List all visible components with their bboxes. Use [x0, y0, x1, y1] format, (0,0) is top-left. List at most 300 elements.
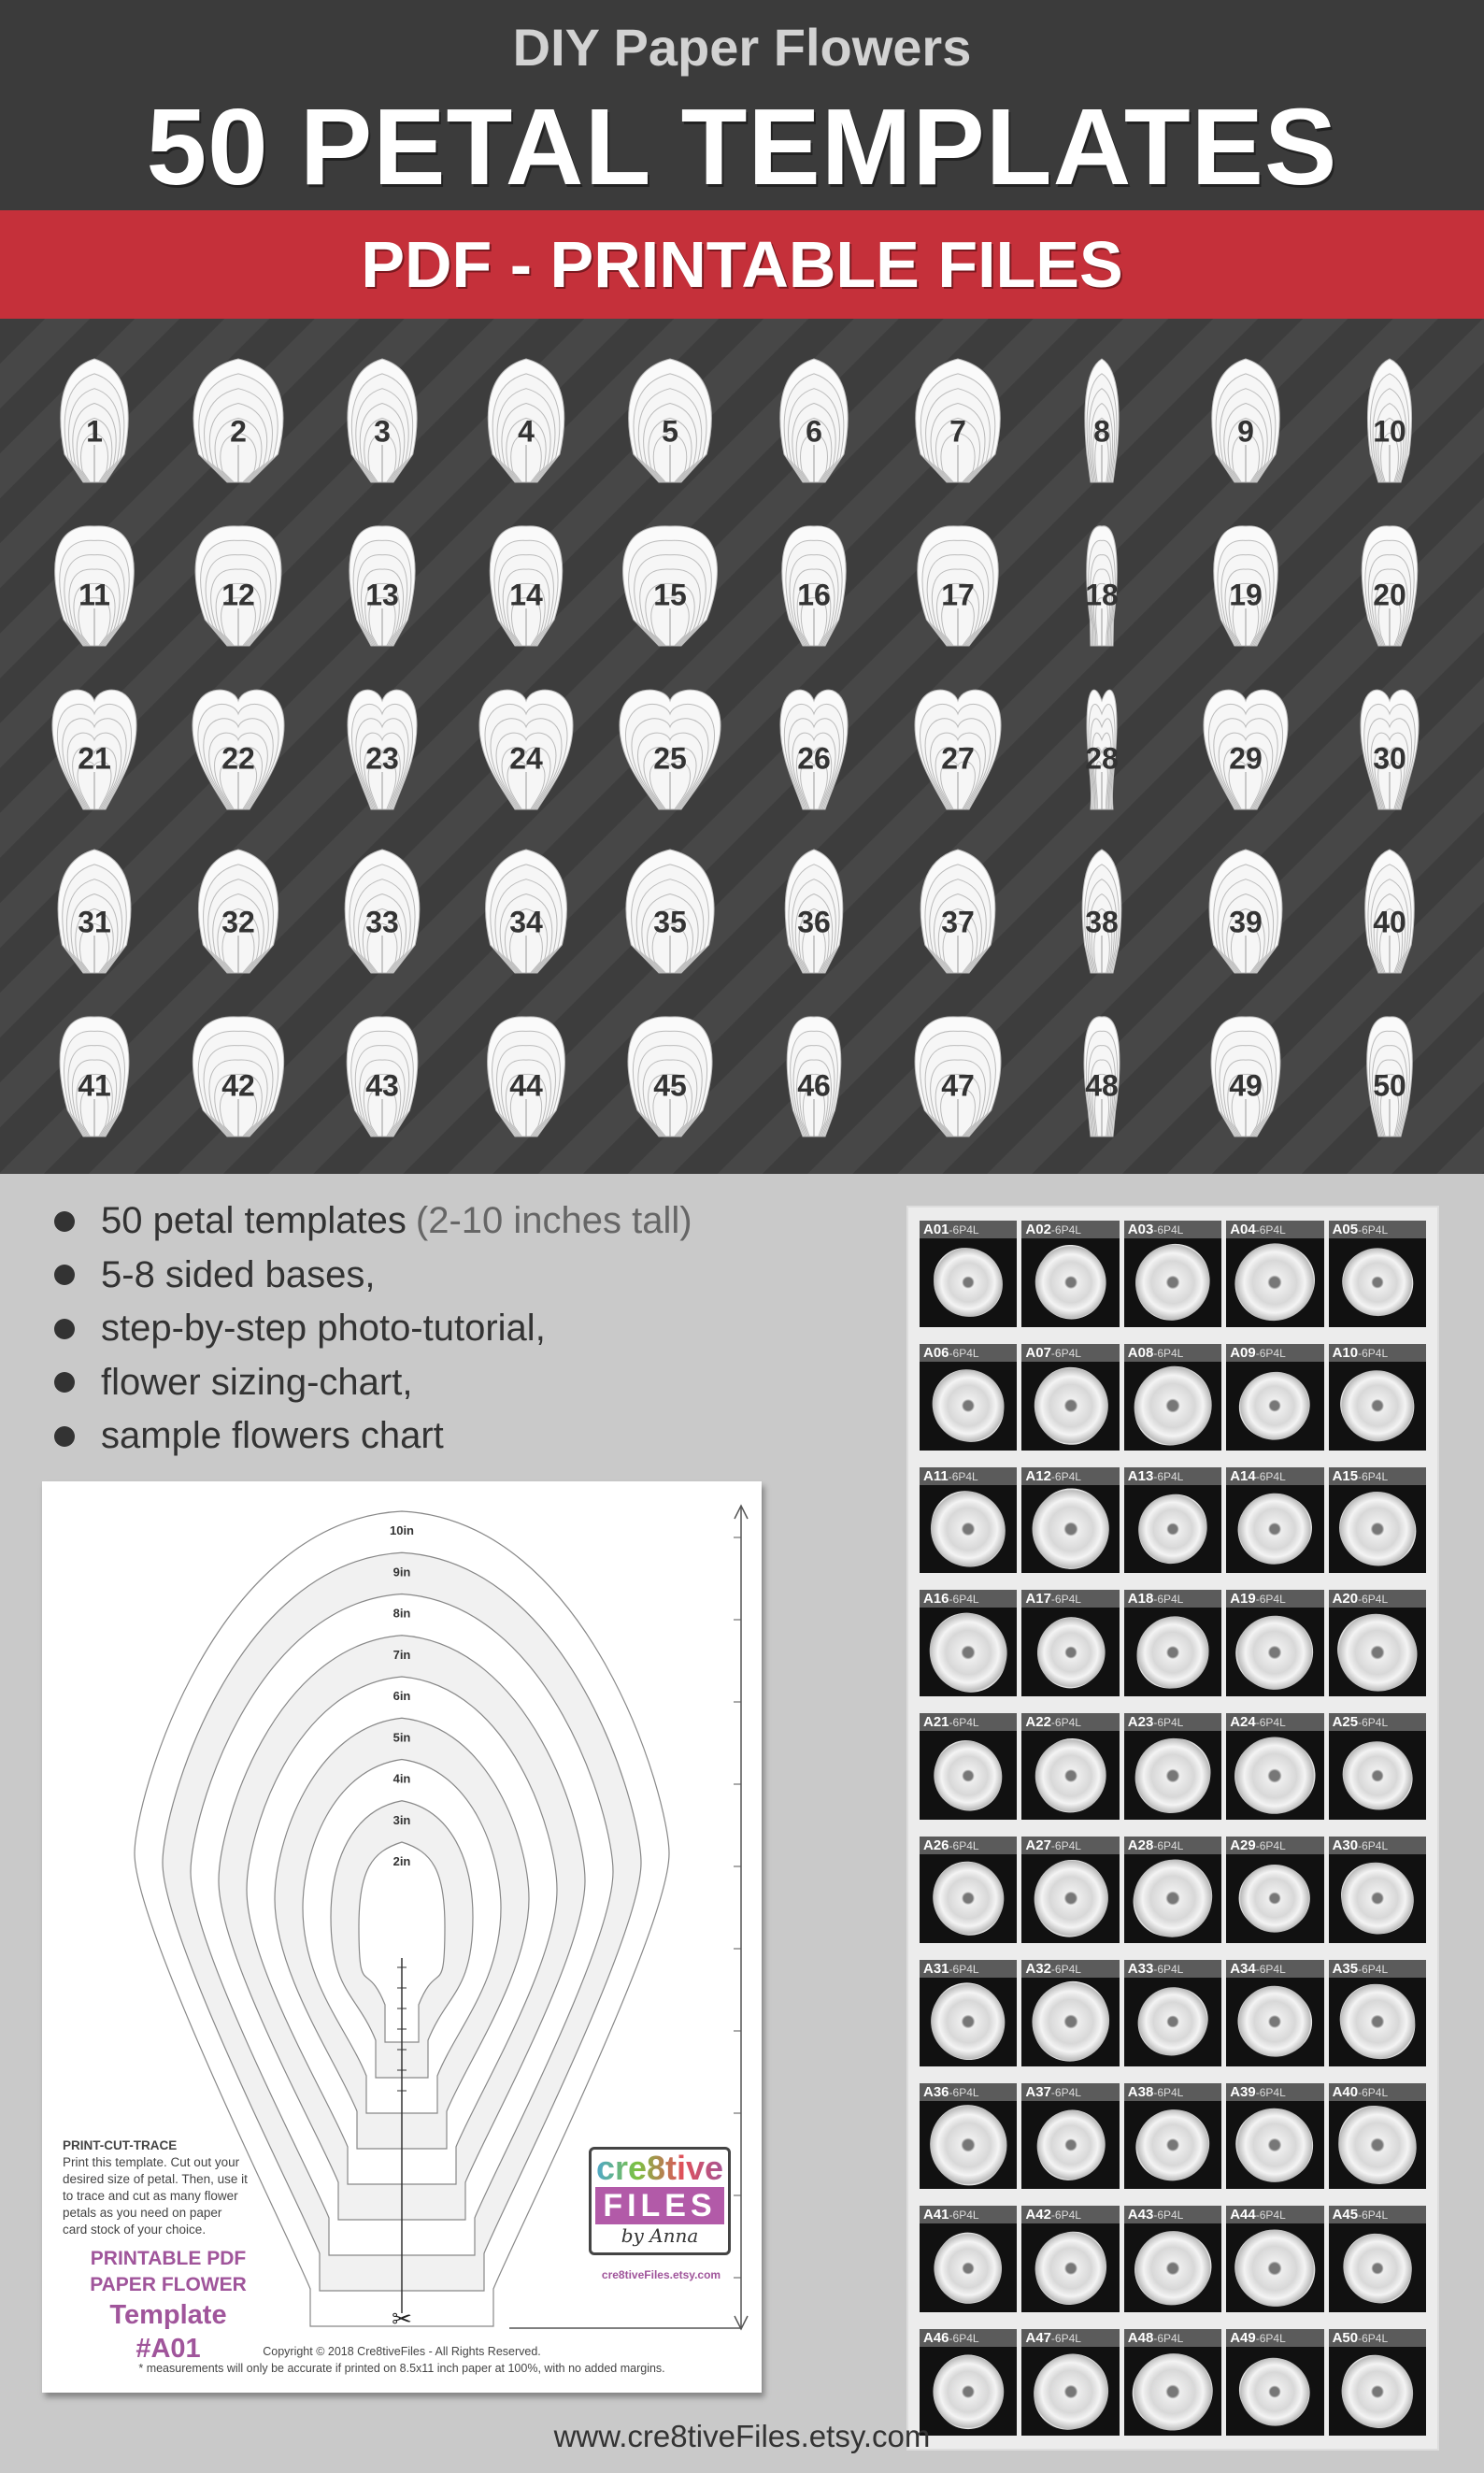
flower-spec: -6P4L	[1358, 1839, 1389, 1852]
petal-number: 41	[78, 1068, 111, 1103]
print-note: * measurements will only be accurate if printed on 8.5x11 inch paper at 100%, with no added margins.	[138, 2362, 665, 2375]
petal-template	[166, 339, 310, 503]
flower-photo	[920, 1851, 1016, 1943]
flower-label	[1124, 1590, 1221, 1608]
flower-spec: -6P4L	[1153, 1346, 1184, 1360]
flower-code: A50	[1332, 2330, 1359, 2347]
sample-flowers-chart	[906, 1206, 1439, 2451]
flower-spec: -6P4L	[1153, 2085, 1184, 2099]
petal-template	[454, 666, 598, 830]
petal-number: 48	[1085, 1068, 1119, 1103]
feature-text: flower sizing-chart,	[101, 1361, 413, 1403]
flower-code: A35	[1332, 1960, 1359, 1977]
sample-flower	[1329, 1467, 1426, 1574]
flower-code: A22	[1025, 1714, 1051, 1731]
petal-template	[1318, 993, 1462, 1157]
bullet-icon	[54, 1319, 75, 1339]
flower-photo	[920, 2220, 1017, 2312]
petal-number: 25	[653, 741, 687, 776]
flower-photo	[1027, 2101, 1114, 2188]
petal-number: 30	[1373, 741, 1406, 776]
flower-spec: -6P4L	[949, 1839, 979, 1852]
flower-code: A42	[1025, 2207, 1051, 2223]
flower-spec: -6P4L	[1358, 1593, 1389, 1607]
petal-number: 46	[797, 1068, 831, 1103]
petal-number: 17	[941, 578, 975, 612]
petal-template	[742, 503, 886, 666]
petal-number: 42	[221, 1068, 255, 1103]
flower-spec: -6P4L	[1050, 1716, 1081, 1730]
petal-number: 14	[509, 578, 543, 612]
flower-photo	[1131, 1980, 1214, 2063]
flower-spec: -6P4L	[1153, 1223, 1184, 1236]
sample-flower	[1226, 2083, 1323, 2190]
flower-photo	[920, 1970, 1017, 2066]
petal-number: 10	[1373, 414, 1406, 449]
flower-photo	[1022, 1604, 1120, 1696]
flower-label	[1226, 1713, 1323, 1731]
flower-spec: -6P4L	[948, 1469, 978, 1483]
petal-template	[598, 830, 742, 993]
header	[0, 0, 1484, 210]
flower-label	[1226, 2206, 1323, 2223]
flower-label	[1329, 1590, 1426, 1608]
petal-number: 22	[221, 741, 255, 776]
size-label: 8in	[392, 1606, 411, 1621]
flower-photo	[1027, 2225, 1113, 2311]
petal-template	[1030, 830, 1174, 993]
sample-flower	[920, 1221, 1017, 1327]
flower-label	[920, 1590, 1017, 1608]
petal-number: 7	[949, 414, 966, 449]
label-line2: PAPER FLOWER	[90, 2274, 247, 2295]
sample-flower	[1226, 1960, 1323, 2066]
flower-code: A47	[1025, 2330, 1051, 2347]
flower-label	[1226, 1221, 1323, 1238]
flower-photo	[1226, 2215, 1323, 2312]
flower-photo	[1127, 1360, 1219, 1450]
flower-spec: -6P4L	[949, 1223, 979, 1236]
flower-spec: -6P4L	[1358, 1346, 1389, 1360]
flower-photo	[1338, 1983, 1416, 2061]
flower-code: A31	[923, 1960, 949, 1977]
flower-code: A43	[1127, 2207, 1154, 2223]
flower-code: A04	[1230, 1222, 1256, 1237]
flower-photo	[924, 1731, 1013, 1820]
petal-template	[1174, 666, 1318, 830]
petal-template	[1318, 830, 1462, 993]
flower-code: A05	[1332, 1222, 1359, 1237]
petal-template	[598, 339, 742, 503]
flower-spec: -6P4L	[949, 1962, 979, 1976]
flower-label	[1021, 1590, 1119, 1608]
feature-list	[47, 1194, 692, 1464]
petal-template	[22, 666, 166, 830]
flower-label	[1021, 1960, 1119, 1978]
sample-flower	[1124, 1467, 1221, 1574]
instructions	[63, 2137, 250, 2238]
petal-number: 39	[1229, 905, 1263, 939]
flower-spec: -6P4L	[1255, 1223, 1286, 1236]
petal-number: 35	[653, 905, 687, 939]
flower-photo	[1329, 1480, 1426, 1574]
size-label: 7in	[392, 1647, 411, 1662]
flower-photo	[920, 1605, 1016, 1697]
flower-spec: -6P4L	[1050, 1469, 1081, 1483]
flower-spec: -6P4L	[1050, 1593, 1081, 1607]
sample-flower	[920, 1590, 1017, 1696]
bullet-icon	[54, 1426, 75, 1447]
petal-template	[454, 503, 598, 666]
flower-label	[1124, 1960, 1221, 1978]
sample-flower	[1226, 1837, 1323, 1943]
size-label: 4in	[392, 1771, 411, 1786]
flower-label	[1021, 1713, 1119, 1731]
petal-template	[310, 666, 454, 830]
sample-flower	[1124, 1221, 1221, 1327]
flower-code: A30	[1332, 1837, 1359, 1853]
flower-photo	[1226, 2093, 1323, 2189]
feature-item	[47, 1409, 692, 1464]
sample-flower	[1329, 1837, 1426, 1943]
flower-spec: -6P4L	[1255, 1839, 1286, 1852]
flower-label	[920, 1221, 1017, 1238]
sample-flower	[1021, 2206, 1119, 2312]
petal-number: 18	[1085, 578, 1119, 612]
petal-template	[886, 666, 1030, 830]
flower-spec: -6P4L	[1153, 2209, 1184, 2223]
flower-code: A10	[1332, 1344, 1359, 1361]
petal-template	[310, 503, 454, 666]
flower-code: A34	[1230, 1960, 1256, 1977]
sample-flower	[1021, 2083, 1119, 2190]
sample-flower	[1021, 1344, 1119, 1451]
etsy-link[interactable]: cre8tiveFiles.etsy.com	[601, 2268, 721, 2281]
petal-template	[1030, 666, 1174, 830]
flower-label	[920, 1344, 1017, 1362]
flower-spec: -6P4L	[1358, 1716, 1389, 1730]
petal-template	[454, 993, 598, 1157]
sample-flower	[920, 1837, 1017, 1943]
flower-label	[1021, 2083, 1119, 2101]
sample-flower	[920, 1467, 1017, 1574]
logo-line1: cre8tive	[592, 2150, 728, 2187]
petal-template	[1174, 830, 1318, 993]
petal-number: 23	[365, 741, 399, 776]
flower-spec: -6P4L	[1255, 1346, 1286, 1360]
sample-flower	[1329, 1960, 1426, 2066]
flower-code: A38	[1127, 2083, 1154, 2100]
size-label: 3in	[392, 1812, 411, 1827]
flower-photo	[1021, 1352, 1119, 1450]
flower-spec: -6P4L	[949, 2332, 979, 2346]
sample-flower	[1226, 1590, 1323, 1696]
petal-number: 19	[1229, 578, 1263, 612]
flower-photo	[1021, 1848, 1119, 1943]
flower-label	[1021, 1221, 1119, 1238]
flower-label	[1124, 2206, 1221, 2223]
sample-flower	[1124, 1960, 1221, 2066]
flower-photo	[1330, 1236, 1425, 1327]
flower-code: A24	[1230, 1714, 1256, 1731]
flower-photo	[1021, 1474, 1119, 1574]
petal-template	[22, 993, 166, 1157]
petal-template	[1174, 339, 1318, 503]
petal-number: 8	[1093, 414, 1110, 449]
flower-label	[1226, 1344, 1323, 1362]
sample-flower	[1226, 1344, 1323, 1451]
petal-number: 16	[797, 578, 831, 612]
flower-spec: -6P4L	[1255, 2209, 1286, 2223]
petal-template	[742, 993, 886, 1157]
instructions-title: PRINT-CUT-TRACE	[63, 2138, 178, 2152]
flower-label	[1124, 1837, 1221, 1854]
size-label: 10in	[389, 1523, 415, 1537]
footer-url[interactable]: www.cre8tiveFiles.etsy.com	[553, 2419, 931, 2453]
petal-number: 34	[509, 905, 543, 939]
petal-template	[598, 993, 742, 1157]
flower-label	[1329, 2083, 1426, 2101]
petal-template	[310, 830, 454, 993]
flower-spec: -6P4L	[1255, 1962, 1286, 1976]
petal-number: 36	[797, 905, 831, 939]
petal-template	[22, 503, 166, 666]
flower-label	[1124, 1221, 1221, 1238]
flower-code: A25	[1332, 1714, 1359, 1731]
petal-template	[166, 993, 310, 1157]
petal-number: 28	[1085, 741, 1119, 776]
flower-photo	[1226, 1850, 1323, 1943]
flower-label	[1226, 1960, 1323, 1978]
flower-label	[1226, 2083, 1323, 2101]
flower-code: A18	[1127, 1591, 1154, 1608]
red-banner	[0, 210, 1484, 319]
flower-spec: -6P4L	[1153, 1839, 1184, 1852]
petal-template	[598, 666, 742, 830]
flower-spec: -6P4L	[1153, 1469, 1184, 1483]
petal-template	[1174, 503, 1318, 666]
petal-template	[310, 339, 454, 503]
flower-spec: -6P4L	[1050, 1839, 1081, 1852]
sample-flower	[1329, 2083, 1426, 2190]
flower-spec: -6P4L	[1153, 1593, 1184, 1607]
sample-flower	[1329, 1590, 1426, 1696]
flower-label	[1021, 1837, 1119, 1854]
flower-photo	[1128, 1854, 1218, 1943]
flower-code: A13	[1127, 1467, 1154, 1484]
petal-number: 27	[941, 741, 975, 776]
flower-photo	[1127, 2099, 1219, 2189]
scissors-icon: ✂	[392, 2305, 412, 2333]
petal-template	[166, 666, 310, 830]
flower-photo	[929, 1366, 1007, 1445]
size-label: 5in	[392, 1730, 411, 1745]
petal-template	[886, 993, 1030, 1157]
flower-spec: -6P4L	[1050, 2085, 1081, 2099]
sample-flower	[920, 1960, 1017, 2066]
flower-code: A39	[1230, 2083, 1256, 2100]
flower-label	[1124, 2083, 1221, 2101]
flower-photo	[1329, 1357, 1426, 1450]
flower-photo	[1226, 1600, 1323, 1697]
petal-number: 9	[1237, 414, 1254, 449]
flower-photo	[1336, 2104, 1419, 2186]
petal-template	[1030, 993, 1174, 1157]
flower-label	[1124, 2329, 1221, 2347]
petal-templates-grid	[0, 319, 1484, 1174]
flower-photo	[934, 1248, 1003, 1317]
flower-code: A36	[923, 2083, 949, 2100]
flower-code: A21	[923, 1714, 949, 1731]
flower-photo	[1338, 2229, 1416, 2307]
petal-number: 3	[374, 414, 391, 449]
flower-label	[1226, 2329, 1323, 2347]
flower-label	[1124, 1467, 1221, 1485]
flower-photo	[1021, 1725, 1119, 1820]
sample-flower	[1021, 1713, 1119, 1820]
logo-line3: by Anna	[621, 2224, 699, 2247]
petal-number: 21	[78, 741, 111, 776]
flower-spec: -6P4L	[1255, 2085, 1286, 2099]
label-line1: PRINTABLE PDF	[90, 2248, 247, 2269]
petal-number: 31	[78, 905, 111, 939]
petal-template	[454, 830, 598, 993]
petal-template	[1174, 993, 1318, 1157]
flower-spec: -6P4L	[1358, 1469, 1389, 1483]
flower-label	[1329, 2206, 1426, 2223]
flower-photo	[1226, 1480, 1323, 1573]
sample-flower	[1124, 1344, 1221, 1451]
flower-code: A03	[1127, 1222, 1154, 1237]
sample-flower	[1021, 1221, 1119, 1327]
petal-template	[598, 503, 742, 666]
banner-text: PDF - PRINTABLE FILES	[361, 228, 1123, 301]
petal-number: 49	[1229, 1068, 1263, 1103]
size-label: 2in	[392, 1854, 411, 1868]
sample-flower	[1021, 1590, 1119, 1696]
sample-flower	[1329, 2206, 1426, 2312]
flower-spec: -6P4L	[1255, 1593, 1286, 1607]
flower-code: A49	[1230, 2330, 1256, 2347]
sample-flower	[1226, 1221, 1323, 1327]
flower-code: A17	[1025, 1591, 1051, 1608]
petal-template	[1318, 339, 1462, 503]
petal-template	[886, 503, 1030, 666]
petal-number: 4	[518, 414, 535, 449]
petal-template	[742, 830, 886, 993]
flower-code: A06	[923, 1344, 949, 1361]
flower-label	[1329, 1344, 1426, 1362]
template-number: Template #A01	[109, 2300, 227, 2364]
sample-flower	[1124, 1590, 1221, 1696]
flower-label	[1021, 1467, 1119, 1485]
flower-spec: -6P4L	[1255, 1716, 1286, 1730]
flower-label	[1329, 1221, 1426, 1238]
flower-spec: -6P4L	[949, 2085, 979, 2099]
size-label: 9in	[392, 1565, 411, 1580]
flower-code: A41	[923, 2207, 949, 2223]
logo-line2: FILES	[595, 2187, 724, 2224]
petal-template	[454, 339, 598, 503]
feature-item	[47, 1249, 692, 1303]
sample-flower	[1124, 1837, 1221, 1943]
flower-spec: -6P4L	[1358, 2332, 1389, 2346]
petal-number: 43	[365, 1068, 399, 1103]
flower-code: A48	[1127, 2330, 1154, 2347]
flower-spec: -6P4L	[949, 1346, 979, 1360]
petal-number: 24	[509, 741, 543, 776]
petal-number: 45	[653, 1068, 687, 1103]
sample-flower	[1329, 1344, 1426, 1451]
flower-code: A45	[1332, 2207, 1359, 2223]
flower-label	[1124, 1713, 1221, 1731]
feature-item	[47, 1194, 692, 1249]
petal-number: 26	[797, 741, 831, 776]
petal-number: 38	[1085, 905, 1119, 939]
bullet-icon	[54, 1372, 75, 1393]
petal-template	[886, 830, 1030, 993]
petal-template	[1318, 503, 1462, 666]
flower-label	[920, 1837, 1017, 1854]
flower-spec: -6P4L	[1358, 1962, 1389, 1976]
flower-photo	[1021, 1970, 1119, 2066]
sample-flower	[1329, 1221, 1426, 1327]
flower-label	[1021, 1344, 1119, 1362]
petal-number: 44	[509, 1068, 543, 1103]
petal-template	[166, 830, 310, 993]
flower-spec: -6P4L	[949, 1593, 979, 1607]
flower-code: A44	[1230, 2207, 1256, 2223]
flower-code: A01	[923, 1222, 949, 1237]
feature-item	[47, 1302, 692, 1356]
sample-flower	[1329, 1713, 1426, 1820]
petal-number: 20	[1373, 578, 1406, 612]
flower-photo	[1226, 1721, 1323, 1820]
flower-spec: -6P4L	[1153, 1716, 1184, 1730]
petal-number: 13	[365, 578, 399, 612]
sample-flower	[1226, 1467, 1323, 1574]
flower-photo	[1337, 1858, 1418, 1938]
flower-spec: -6P4L	[1050, 2332, 1081, 2346]
petal-template	[1318, 666, 1462, 830]
flower-label	[920, 1960, 1017, 1978]
bullet-icon	[54, 1211, 75, 1232]
sample-flower	[1021, 1960, 1119, 2066]
flower-label	[1329, 1960, 1426, 1978]
bullet-icon	[54, 1265, 75, 1285]
flower-label	[920, 2083, 1017, 2101]
petal-number: 29	[1229, 741, 1263, 776]
flower-spec: -6P4L	[1358, 2085, 1389, 2099]
flower-spec: -6P4L	[1050, 1346, 1081, 1360]
petal-template	[1030, 503, 1174, 666]
flower-code: A27	[1025, 1837, 1051, 1853]
petal-number: 2	[230, 414, 247, 449]
flower-photo	[1021, 1232, 1119, 1326]
flower-code: A08	[1127, 1344, 1154, 1361]
flower-photo	[1226, 1971, 1323, 2066]
petal-template	[22, 339, 166, 503]
flower-label	[1329, 1467, 1426, 1485]
flower-spec: -6P4L	[1050, 1223, 1081, 1236]
flower-spec: -6P4L	[1358, 1223, 1389, 1236]
petal-template	[310, 993, 454, 1157]
flower-photo	[1124, 2219, 1221, 2312]
petal-template	[742, 339, 886, 503]
flower-label	[1329, 2329, 1426, 2347]
flower-code: A14	[1230, 1467, 1256, 1484]
flower-label	[1124, 1344, 1221, 1362]
